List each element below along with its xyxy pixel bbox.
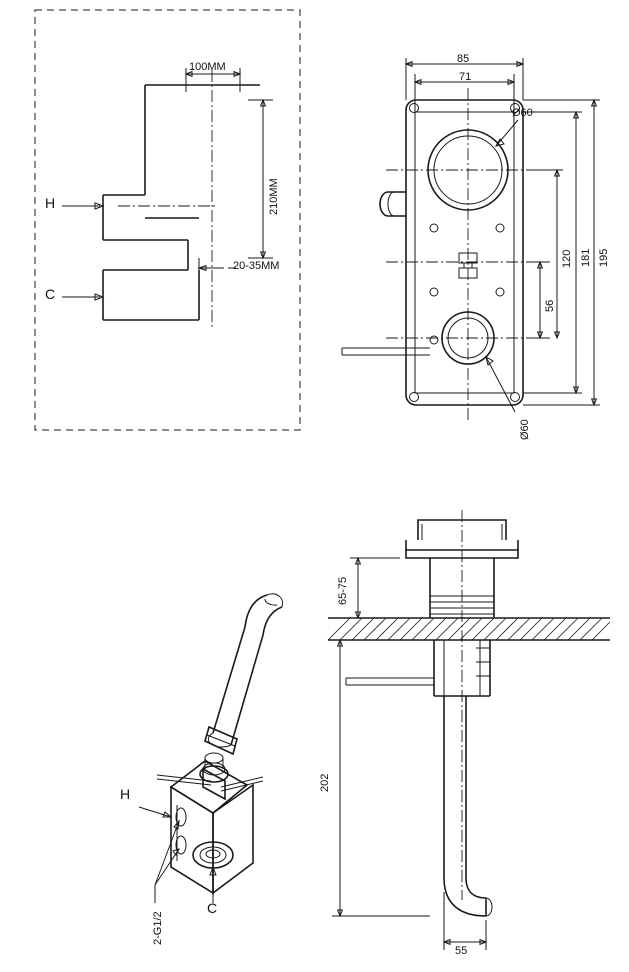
dim-width-71: 71	[459, 71, 472, 83]
dim-overall-195: 195	[598, 248, 610, 267]
dim-center-120: 120	[561, 249, 573, 268]
label-hot-inlet: H	[45, 195, 56, 211]
label-cold-iso: C	[207, 900, 218, 916]
label-thread-2-g12: 2-G1/2	[152, 911, 164, 945]
view-section	[310, 500, 629, 972]
dim-plate-181: 181	[580, 248, 592, 267]
dim-center-56: 56	[544, 299, 556, 312]
dim-spout-55: 55	[455, 945, 468, 957]
section-svg	[310, 500, 629, 972]
dim-drop-202: 202	[319, 773, 331, 792]
dim-vertical-210mm: 210MM	[268, 178, 280, 215]
dim-hole-bottom-d60: Ø60	[519, 419, 531, 440]
dim-horizontal-100mm: 100MM	[189, 61, 226, 73]
dim-depth-20-35mm: 20-35MM	[233, 260, 280, 272]
dim-wall-65-75: 65-75	[337, 576, 349, 605]
view-install-schematic	[0, 0, 320, 460]
view-front-body	[320, 40, 629, 460]
dim-hole-top-d60: Ø60	[512, 107, 533, 119]
label-hot-iso: H	[120, 786, 131, 802]
label-cold-inlet: C	[45, 286, 56, 302]
install-schematic-svg	[0, 0, 320, 460]
dim-width-85: 85	[457, 53, 470, 65]
